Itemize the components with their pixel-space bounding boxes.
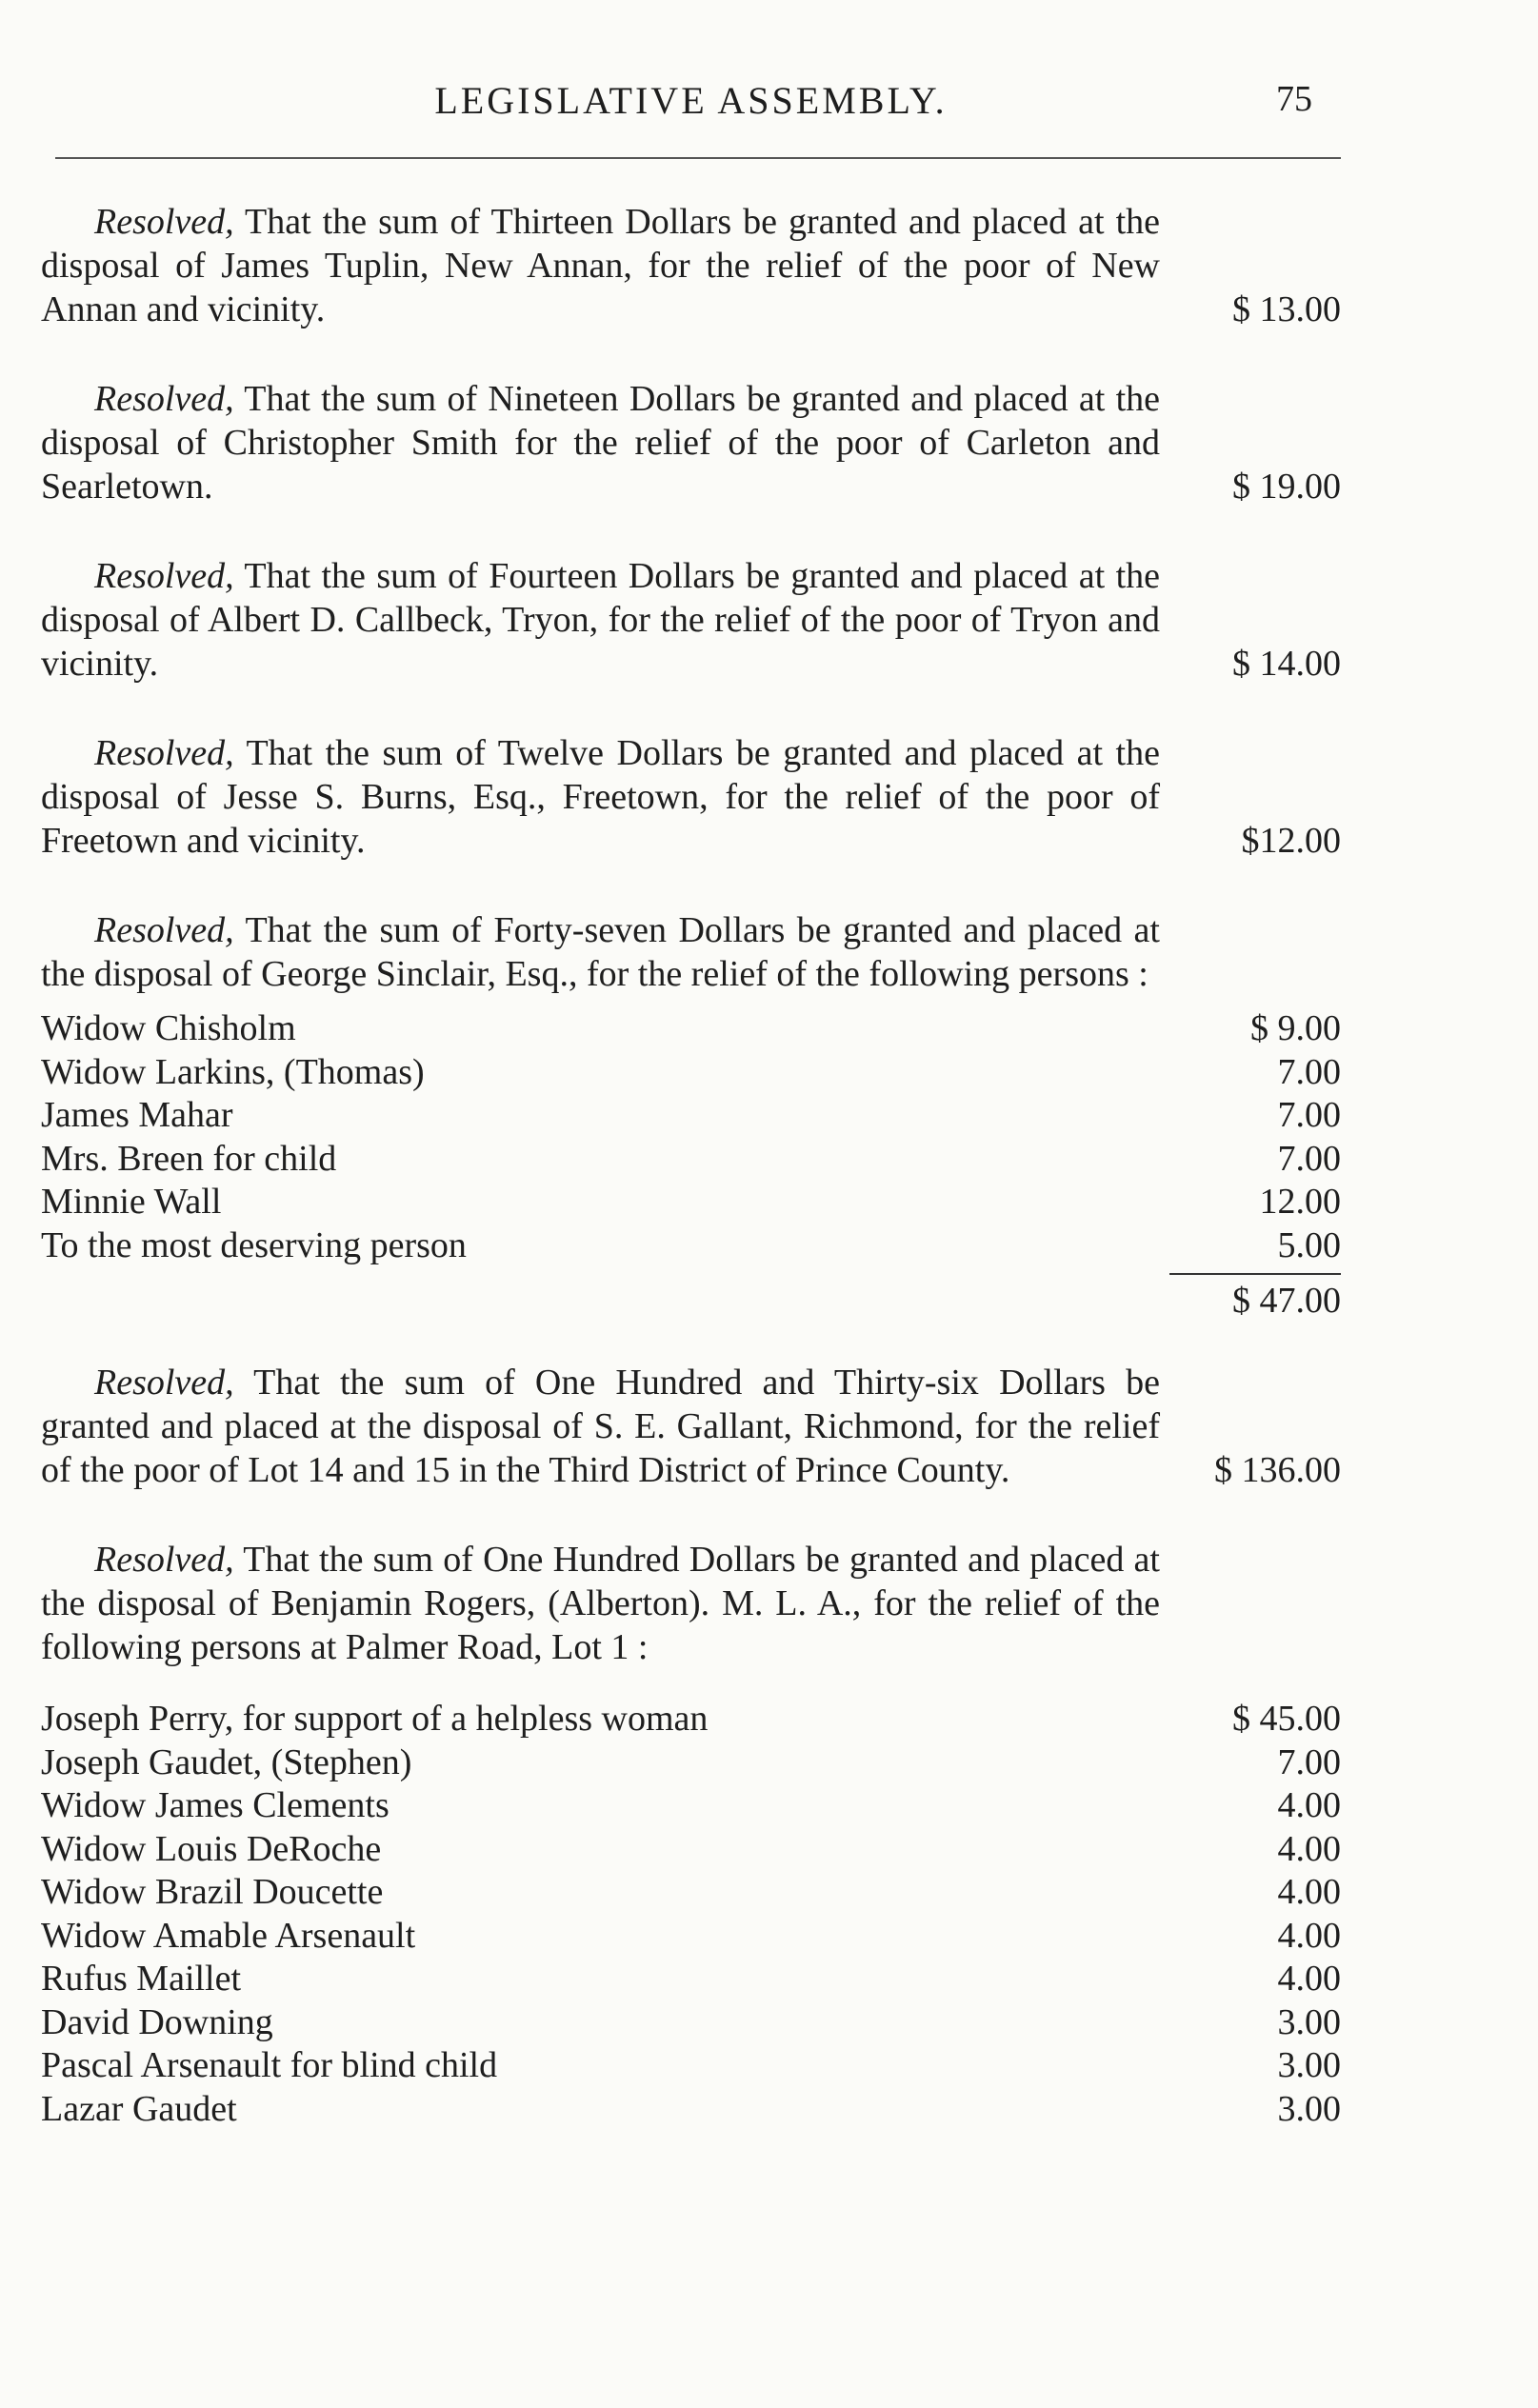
sinclair-persons-list xyxy=(41,1007,1341,1267)
person-name: Rufus Maillet xyxy=(41,1959,242,1999)
person-amount: 7.00 xyxy=(1277,1138,1341,1179)
list-item xyxy=(41,1828,1341,1872)
resolution-amount: $12.00 xyxy=(1241,821,1341,861)
list-item xyxy=(41,2088,1341,2132)
resolution-gallant xyxy=(41,1361,1341,1492)
resolved-lead: Resolved, xyxy=(94,733,234,773)
person-name: David Downing xyxy=(41,2001,273,2042)
resolution-text: That the sum of Fourteen Dollars be granted and placed at the disposal of Albert D. Callbeck, Tryon, for the relief of the poor of Tryon and vicinity. xyxy=(41,556,1160,684)
page-content xyxy=(41,200,1341,2131)
resolution-text: That the sum of Thirteen Dollars be granted and placed at the disposal of James Tuplin, New Annan, for the relief of the poor of New Annan and vicinity. xyxy=(41,202,1160,329)
list-item xyxy=(41,1094,1341,1138)
person-name: Joseph Perry, for support of a helpless woman xyxy=(41,1699,709,1739)
list-item xyxy=(41,1181,1341,1224)
person-amount: 4.00 xyxy=(1277,1959,1341,1999)
person-name: To the most deserving person xyxy=(41,1224,467,1265)
document-page xyxy=(41,0,1341,2408)
list-item xyxy=(41,2044,1341,2088)
person-name: Widow Amable Arsenault xyxy=(41,1915,416,1956)
resolution-text: That the sum of Nineteen Dollars be granted and placed at the disposal of Christopher Smith for the relief of the poor of Carleton and Searletown. xyxy=(41,379,1160,507)
resolution-amount: $ 13.00 xyxy=(1232,289,1341,329)
page-title: LEGISLATIVE ASSEMBLY. xyxy=(434,79,948,122)
person-amount: 3.00 xyxy=(1277,2001,1341,2042)
resolution-callbeck xyxy=(41,554,1341,686)
total-amount: $ 47.00 xyxy=(1169,1273,1341,1323)
person-name: Widow Larkins, (Thomas) xyxy=(41,1051,425,1092)
list-item xyxy=(41,1224,1341,1268)
person-name: Widow Chisholm xyxy=(41,1008,296,1048)
person-name: James Mahar xyxy=(41,1095,233,1135)
resolution-text: That the sum of Twelve Dollars be granted and placed at the disposal of Jesse S. Burns, Esq., Freetown, for the relief of the poor of Freetown and vicinity. xyxy=(41,733,1160,861)
rogers-persons-list xyxy=(41,1698,1341,2131)
person-name: Widow Brazil Doucette xyxy=(41,1872,384,1912)
resolved-lead: Resolved, xyxy=(94,1363,234,1403)
resolved-lead: Resolved, xyxy=(94,556,234,596)
resolution-rogers xyxy=(41,1538,1341,1669)
page-number: 75 xyxy=(1276,79,1312,119)
resolution-text: That the sum of One Hundred Dollars be granted and placed at the disposal of Benjamin Rogers, (Alberton). M. L. A., for the relief of the following persons at Palmer Road, Lot 1 : xyxy=(41,1540,1160,1667)
person-amount: 4.00 xyxy=(1277,1785,1341,1825)
resolution-text: That the sum of Forty-seven Dollars be granted and placed at the disposal of George Sinclair, Esq., for the relief of the following persons : xyxy=(41,910,1160,994)
resolution-amount: $ 136.00 xyxy=(1214,1450,1341,1490)
page-header xyxy=(41,78,1341,135)
resolution-amount: $ 19.00 xyxy=(1232,467,1341,507)
person-name: Lazar Gaudet xyxy=(41,2088,237,2129)
list-item xyxy=(41,1915,1341,1959)
list-item xyxy=(41,1138,1341,1182)
spacer xyxy=(41,1323,1341,1361)
person-name: Widow James Clements xyxy=(41,1785,389,1825)
resolution-amount: $ 14.00 xyxy=(1232,644,1341,684)
person-amount: 3.00 xyxy=(1277,2088,1341,2129)
person-amount: 4.00 xyxy=(1277,1872,1341,1912)
resolved-lead: Resolved, xyxy=(94,910,234,950)
sinclair-total-row xyxy=(41,1273,1341,1323)
person-amount: 7.00 xyxy=(1277,1051,1341,1092)
list-item xyxy=(41,1784,1341,1828)
person-amount: 7.00 xyxy=(1277,1741,1341,1782)
list-item xyxy=(41,1698,1341,1741)
person-amount: 12.00 xyxy=(1259,1182,1341,1222)
resolution-sinclair xyxy=(41,908,1341,996)
header-divider xyxy=(55,157,1341,159)
list-item xyxy=(41,1741,1341,1785)
person-amount: 4.00 xyxy=(1277,1828,1341,1869)
resolved-lead: Resolved, xyxy=(94,1540,234,1580)
resolved-lead: Resolved, xyxy=(94,379,234,419)
resolution-smith xyxy=(41,377,1341,508)
list-item xyxy=(41,1871,1341,1915)
list-item xyxy=(41,1051,1341,1095)
resolution-tuplin xyxy=(41,200,1341,331)
person-amount: 5.00 xyxy=(1277,1224,1341,1265)
resolved-lead: Resolved, xyxy=(94,202,234,242)
list-item xyxy=(41,2001,1341,2045)
person-amount: 7.00 xyxy=(1277,1095,1341,1135)
person-name: Pascal Arsenault for blind child xyxy=(41,2045,498,2085)
person-name: Minnie Wall xyxy=(41,1182,222,1222)
person-name: Widow Louis DeRoche xyxy=(41,1828,382,1869)
person-name: Mrs. Breen for child xyxy=(41,1138,337,1179)
person-amount: 4.00 xyxy=(1277,1915,1341,1956)
person-amount: $ 9.00 xyxy=(1250,1008,1341,1048)
person-name: Joseph Gaudet, (Stephen) xyxy=(41,1741,412,1782)
list-item xyxy=(41,1007,1341,1051)
list-item xyxy=(41,1958,1341,2001)
resolution-burns xyxy=(41,731,1341,863)
resolution-text: That the sum of One Hundred and Thirty-six Dollars be granted and placed at the disposal of S. E. Gallant, Richmond, for the relief of the poor of Lot 14 and 15 in the Third District of Prince County. xyxy=(41,1363,1160,1490)
person-amount: $ 45.00 xyxy=(1232,1699,1341,1739)
person-amount: 3.00 xyxy=(1277,2045,1341,2085)
